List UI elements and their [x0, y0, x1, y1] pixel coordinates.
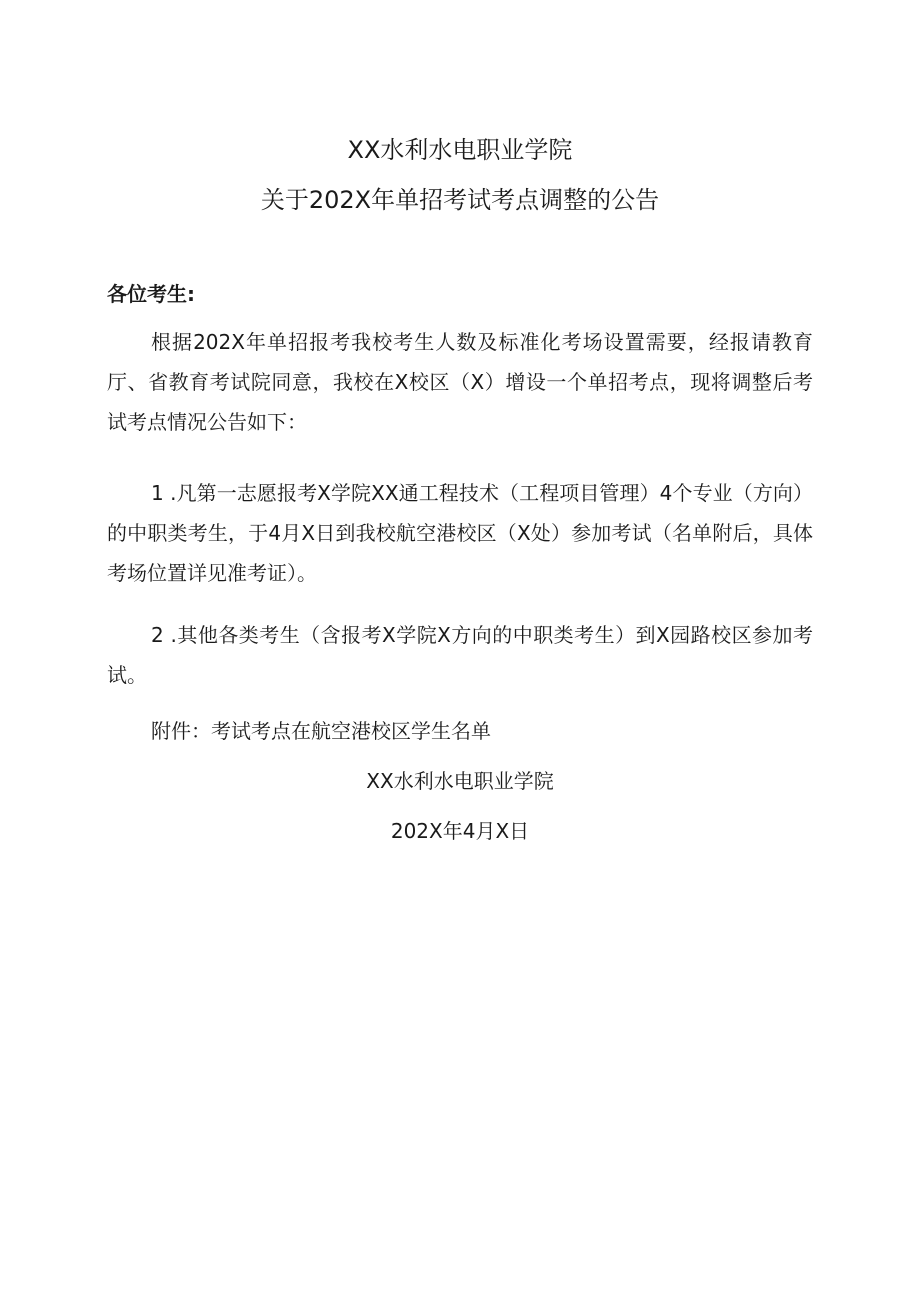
document-title-school: XX水利水电职业学院 [347, 136, 573, 164]
signature-date: 202X年4月X日 [390, 819, 530, 843]
document-title-announcement: 关于202X年单招考试考点调整的公告 [260, 186, 660, 214]
salutation: 各位考生: [107, 282, 195, 306]
paragraph-item-2: 2 .其他各类考生（含报考X学院X方向的中职类考生）到X园路校区参加考试。 [107, 623, 813, 687]
paragraph-item-1: 1 .凡第一志愿报考X学院XX通工程技术（工程项目管理）4个专业（方向）的中职类考生，于4月X日到我校航空港校区（X处）参加考试（名单附后，具体考场位置详见准考证）。 [107, 481, 813, 585]
signature-organization: XX水利水电职业学院 [366, 769, 554, 793]
paragraph-intro: 根据202X年单招报考我校考生人数及标准化考场设置需要，经报请教育厅、省教育考试院同意，我校在X校区（X）增设一个单招考点，现将调整后考试考点情况公告如下： [107, 330, 813, 434]
attachment-note: 附件：考试考点在航空港校区学生名单 [151, 719, 491, 743]
